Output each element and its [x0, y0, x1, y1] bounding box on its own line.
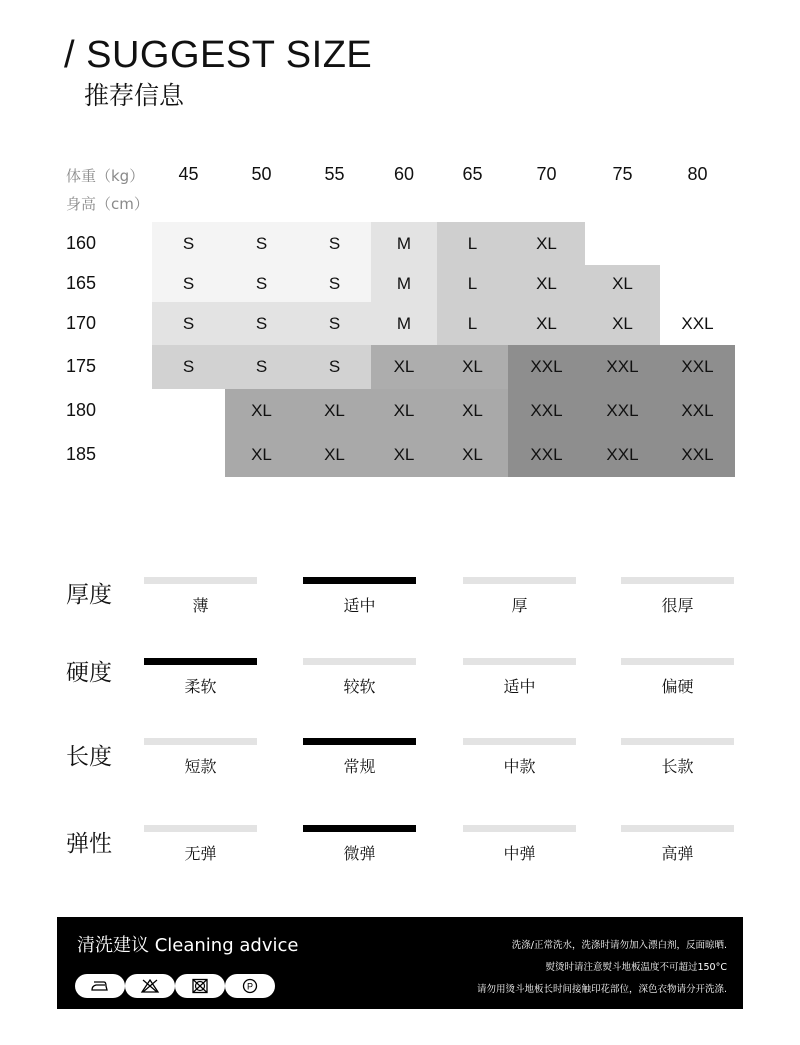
attribute-option: 偏硬 [661, 677, 694, 696]
attribute-bar [463, 825, 576, 832]
attribute-bar-selected [303, 825, 416, 832]
attribute-option: 无弹 [184, 844, 217, 863]
attribute-option: 较软 [343, 677, 376, 696]
attribute-bar [463, 577, 576, 584]
attribute-bar [144, 738, 257, 745]
size-cell: S [298, 345, 371, 389]
size-cell: XL [225, 433, 298, 477]
size-cell: XL [437, 433, 508, 477]
size-cell: S [225, 222, 298, 265]
size-cell: XL [371, 389, 437, 433]
attribute-row [0, 658, 800, 718]
iron-icon [75, 974, 125, 998]
attribute-option: 适中 [343, 596, 376, 615]
size-cell: XXL [681, 313, 714, 333]
dry-clean-p-icon [225, 974, 275, 998]
size-cell: L [437, 265, 508, 302]
attribute-option: 中弹 [503, 844, 536, 863]
size-cell: XXL [585, 433, 660, 477]
attribute-bar-selected [303, 577, 416, 584]
height-row-label: 180 [66, 400, 97, 420]
size-cell: M [371, 302, 437, 345]
size-cell: S [152, 222, 225, 265]
height-row-label: 175 [66, 356, 97, 376]
size-cell: XXL [508, 345, 585, 389]
attribute-option: 厚 [511, 596, 528, 615]
size-cell: L [437, 222, 508, 265]
weight-column-label: 65 [462, 164, 483, 184]
height-header: 身高（cm） [66, 195, 149, 213]
size-cell: S [225, 265, 298, 302]
weight-column-label: 45 [178, 164, 199, 184]
attribute-bar [463, 658, 576, 665]
size-cell: S [225, 345, 298, 389]
attribute-bar [303, 658, 416, 665]
no-tumble-dry-icon [175, 974, 225, 998]
attribute-bar [463, 738, 576, 745]
attribute-option: 长款 [661, 757, 694, 776]
height-row-label: 185 [66, 444, 97, 464]
size-cell: M [371, 222, 437, 265]
attribute-option: 薄 [192, 596, 209, 615]
attribute-bar [621, 825, 734, 832]
weight-column-label: 70 [536, 164, 557, 184]
weight-column-label: 80 [687, 164, 708, 184]
size-cell: XL [437, 345, 508, 389]
page-subtitle: 推荐信息 [84, 81, 185, 110]
attribute-bar-selected [144, 658, 257, 665]
weight-header: 体重（kg） [66, 167, 145, 185]
size-cell: XXL [660, 345, 735, 389]
attribute-row [0, 738, 800, 798]
weight-column-label: 55 [324, 164, 345, 184]
attribute-bar [144, 825, 257, 832]
attribute-label: 弹性 [66, 831, 112, 857]
attribute-option: 微弹 [343, 844, 376, 863]
attribute-option: 中款 [503, 757, 536, 776]
size-cell: XL [298, 433, 371, 477]
size-cell: XL [298, 389, 371, 433]
size-cell: S [152, 302, 225, 345]
size-cell: S [298, 265, 371, 302]
size-chart-table [0, 0, 800, 520]
attribute-label: 硬度 [66, 660, 112, 686]
attribute-row [0, 825, 800, 885]
weight-column-label: 75 [612, 164, 633, 184]
svg-text:P: P [246, 981, 254, 992]
size-cell: XXL [585, 389, 660, 433]
attribute-option: 高弹 [661, 844, 694, 863]
size-cell: XXL [660, 389, 735, 433]
attribute-bar [621, 738, 734, 745]
size-cell: XL [508, 265, 585, 302]
cleaning-title: 清洗建议 Cleaning advice [77, 935, 299, 956]
size-cell: XXL [508, 389, 585, 433]
attribute-option: 常规 [343, 757, 376, 776]
size-cell: XL [437, 389, 508, 433]
size-cell: L [437, 302, 508, 345]
size-cell: S [298, 302, 371, 345]
size-cell: S [225, 302, 298, 345]
cleaning-note: 熨烫时请注意熨斗地板温度不可超过150°C [545, 962, 727, 973]
weight-column-label: 50 [251, 164, 272, 184]
cleaning-note: 请勿用烫斗地板长时间接触印花部位，深色衣物请分开洗涤. [476, 984, 727, 995]
attribute-option: 适中 [503, 677, 536, 696]
size-cell: XL [508, 302, 585, 345]
height-row-label: 170 [66, 312, 97, 333]
size-cell: S [152, 265, 225, 302]
attribute-label: 长度 [66, 744, 112, 770]
attribute-option: 柔软 [184, 677, 217, 696]
attribute-label: 厚度 [66, 582, 112, 608]
size-cell: XL [371, 345, 437, 389]
height-row-label: 165 [66, 272, 97, 293]
attribute-option: 短款 [184, 757, 217, 776]
size-cell: XL [371, 433, 437, 477]
attribute-bar-selected [303, 738, 416, 745]
cleaning-note: 洗涤/正常洗水，洗涤时请勿加入漂白剂，反面晾晒. [511, 940, 727, 951]
attribute-option: 很厚 [661, 596, 694, 615]
size-cell: M [371, 265, 437, 302]
attribute-bar [621, 658, 734, 665]
attribute-bar [144, 577, 257, 584]
no-bleach-icon [125, 974, 175, 998]
cleaning-advice-panel [57, 917, 743, 1009]
size-cell: S [152, 345, 225, 389]
size-cell: S [298, 222, 371, 265]
size-cell: XXL [508, 433, 585, 477]
size-cell: XXL [660, 433, 735, 477]
page-title: / SUGGEST SIZE [64, 34, 373, 76]
height-row-label: 160 [66, 232, 97, 253]
size-cell: XXL [585, 345, 660, 389]
size-cell: XL [508, 222, 585, 265]
attribute-bar [621, 577, 734, 584]
size-cell: XL [225, 389, 298, 433]
attribute-row [0, 577, 800, 637]
weight-column-label: 60 [393, 164, 415, 184]
size-cell: XL [585, 265, 660, 302]
size-cell: XL [585, 302, 660, 345]
